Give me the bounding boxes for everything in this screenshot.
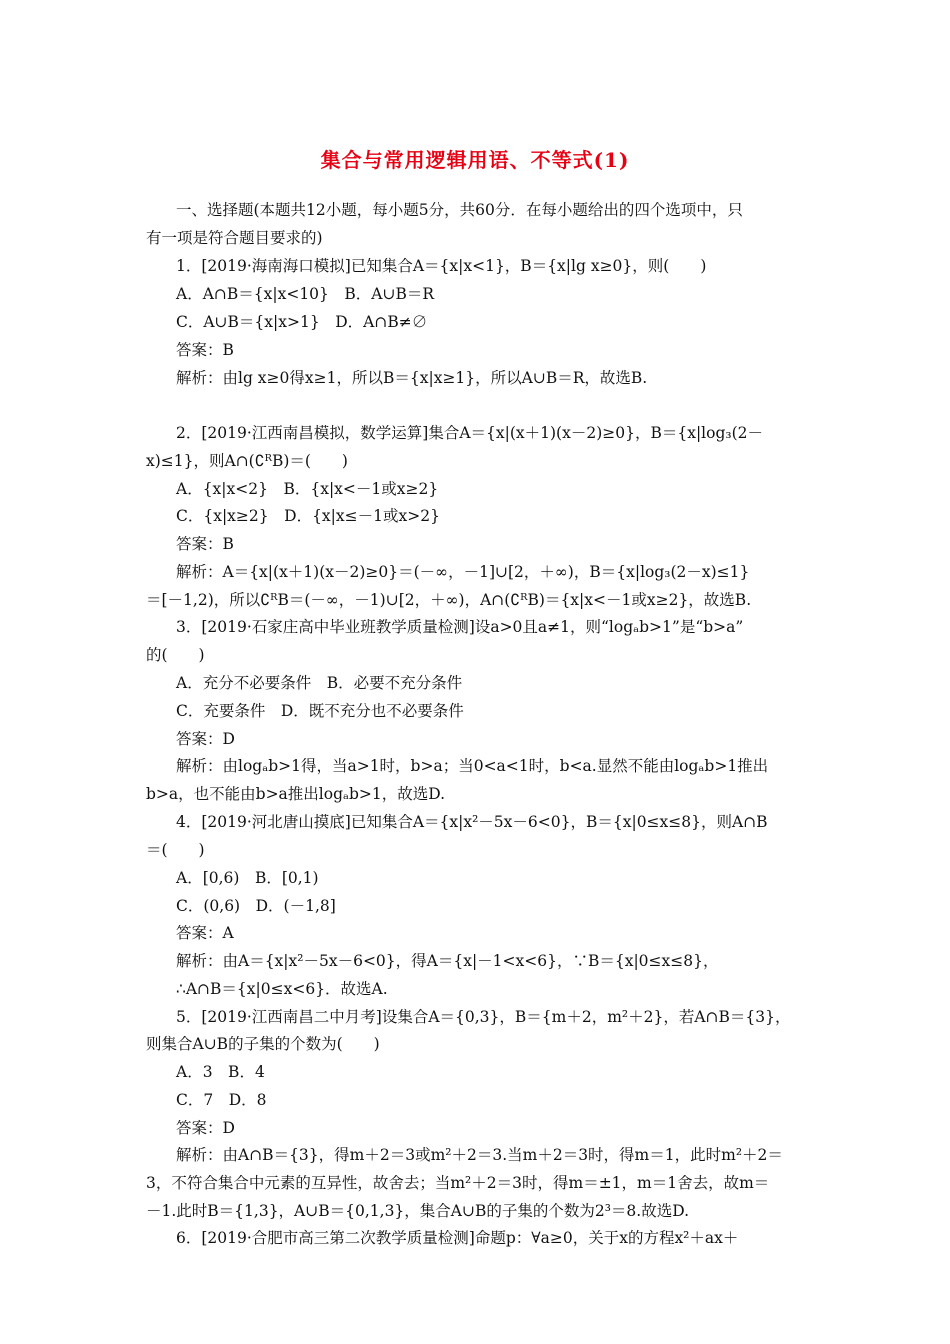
- text-line: 解析：由A＝{x|x²－5x－6<0}，得A＝{x|－1<x<6}，∵B＝{x|0≤x≤8}，: [176, 952, 719, 970]
- text-line: ∴A∩B＝{x|0≤x<6}．故选A.: [176, 980, 388, 998]
- text-line: 2．[2019·江西南昌模拟，数学运算]集合A＝{x|(x＋1)(x－2)≥0}，B＝{x|log₃(2－: [176, 424, 764, 442]
- text-line: －1.此时B＝{1,3}，A∪B＝{0,1,3}，集合A∪B的子集的个数为2³＝8.故选D.: [146, 1202, 690, 1220]
- text-line: A．充分不必要条件 B．必要不充分条件: [176, 674, 463, 692]
- text-line: C．充要条件 D．既不充分也不必要条件: [176, 702, 464, 720]
- text-line: x)≤1}，则A∩(∁ᴿB)＝( ): [146, 452, 348, 470]
- text-line: A．[0,6) B．[0,1): [176, 869, 319, 887]
- text-line: 5．[2019·江西南昌二中月考]设集合A＝{0,3}，B＝{m＋2，m²＋2}，若A∩B＝{3}，: [176, 1008, 791, 1026]
- text-line: C．A∪B＝{x|x>1} D．A∩B≠∅: [176, 313, 428, 331]
- text-line: 答案：B: [176, 535, 234, 553]
- text-line: 的( ): [146, 646, 205, 664]
- text-line: 解析：由lg x≥0得x≥1，所以B＝{x|x≥1}，所以A∪B＝R，故选B.: [176, 369, 648, 387]
- text-line: 解析：由A∩B＝{3}，得m＋2＝3或m²＋2＝3.当m＋2＝3时，得m＝1，此时m²＋2＝: [176, 1146, 783, 1164]
- text-line: 解析：由logₐb>1得，当a>1时，b>a；当0<a<1时，b<a.显然不能由logₐb>1推出: [176, 757, 769, 775]
- text-line: ＝( ): [146, 841, 205, 859]
- text-line: A．A∩B＝{x|x<10} B．A∪B＝R: [176, 285, 435, 303]
- text-line: A．{x|x<2} B．{x|x<－1或x≥2}: [176, 480, 439, 498]
- text-line: 答案：A: [176, 924, 234, 942]
- text-line: b>a，也不能由b>a推出logₐb>1，故选D.: [146, 785, 446, 803]
- text-line: 有一项是符合题目要求的): [146, 229, 323, 247]
- text-line: 1．[2019·海南海口模拟]已知集合A＝{x|x<1}，B＝{x|lg x≥0}，则( ): [176, 257, 707, 275]
- text-line: C．7 D．8: [176, 1091, 267, 1109]
- text-line: 4．[2019·河北唐山摸底]已知集合A＝{x|x²－5x－6<0}，B＝{x|0≤x≤8}，则A∩B: [176, 813, 768, 831]
- text-line: 答案：D: [176, 1119, 235, 1137]
- text-line: C．{x|x≥2} D．{x|x≤－1或x>2}: [176, 507, 440, 525]
- text-line: 则集合A∪B的子集的个数为( ): [146, 1035, 380, 1053]
- text-line: 一、选择题(本题共12小题，每小题5分，共60分．在每小题给出的四个选项中，只: [176, 201, 743, 219]
- text-line: 答案：D: [176, 730, 235, 748]
- text-line: 答案：B: [176, 341, 234, 359]
- text-line: 3．[2019·石家庄高中毕业班教学质量检测]设a>0且a≠1，则“logₐb>1”是“b>a”: [176, 618, 744, 636]
- text-line: 6．[2019·合肥市高三第二次教学质量检测]命题p：∀a≥0，关于x的方程x²＋ax＋: [176, 1229, 739, 1247]
- page-title: 集合与常用逻辑用语、不等式(1): [320, 148, 630, 172]
- text-line: 3，不符合集合中元素的互异性，故舍去；当m²＋2＝3时，得m＝±1，m＝1舍去，故m＝: [146, 1174, 770, 1192]
- text-line: 解析：A＝{x|(x＋1)(x－2)≥0}＝(－∞，－1]∪[2，＋∞)，B＝{x|log₃(2－x)≤1}: [176, 563, 750, 581]
- text-line: A．3 B．4: [176, 1063, 265, 1081]
- text-line: ＝[－1,2)，所以∁ᴿB＝(－∞，－1)∪[2，＋∞)，A∩(∁ᴿB)＝{x|x<－1或x≥2}，故选B.: [146, 591, 752, 609]
- text-line: C．(0,6) D．(－1,8]: [176, 897, 336, 915]
